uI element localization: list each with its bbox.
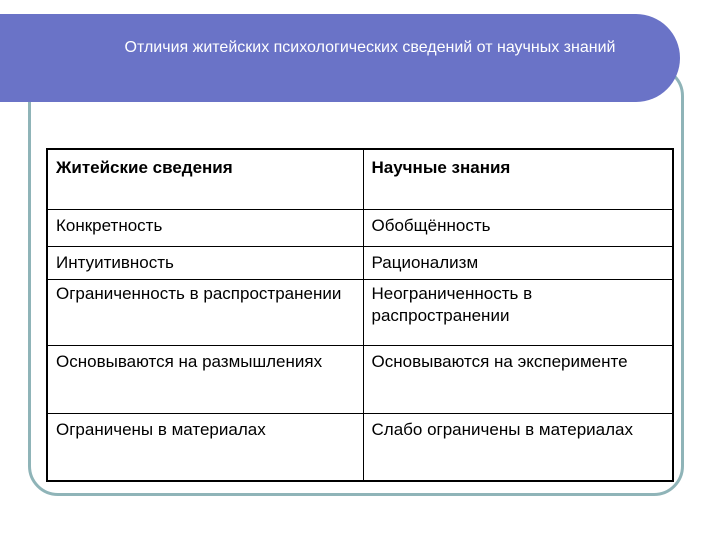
table-cell: Неограниченность в распространении <box>363 279 673 345</box>
table-cell: Основываются на размышлениях <box>47 345 363 413</box>
header-everyday-knowledge: Житейские сведения <box>47 149 363 209</box>
header-scientific-knowledge: Научные знания <box>363 149 673 209</box>
table-cell: Интуитивность <box>47 246 363 279</box>
table-cell: Ограниченность в распространении <box>47 279 363 345</box>
table-row <box>47 413 673 481</box>
table-row <box>47 246 673 279</box>
title-underline <box>52 106 638 109</box>
comparison-table <box>46 148 674 482</box>
table-cell: Слабо ограничены в материалах <box>363 413 673 481</box>
title-bar <box>0 14 680 102</box>
slide-title: Отличия житейских психологических сведений от научных знаний <box>124 39 616 56</box>
table-row <box>47 279 673 345</box>
table-row <box>47 345 673 413</box>
table-cell: Рационализм <box>363 246 673 279</box>
table-cell: Конкретность <box>47 209 363 246</box>
table-row <box>47 209 673 246</box>
table-cell: Обобщённость <box>363 209 673 246</box>
table-cell: Ограничены в материалах <box>47 413 363 481</box>
table-cell: Основываются на эксперименте <box>363 345 673 413</box>
table-header-row <box>47 149 673 209</box>
